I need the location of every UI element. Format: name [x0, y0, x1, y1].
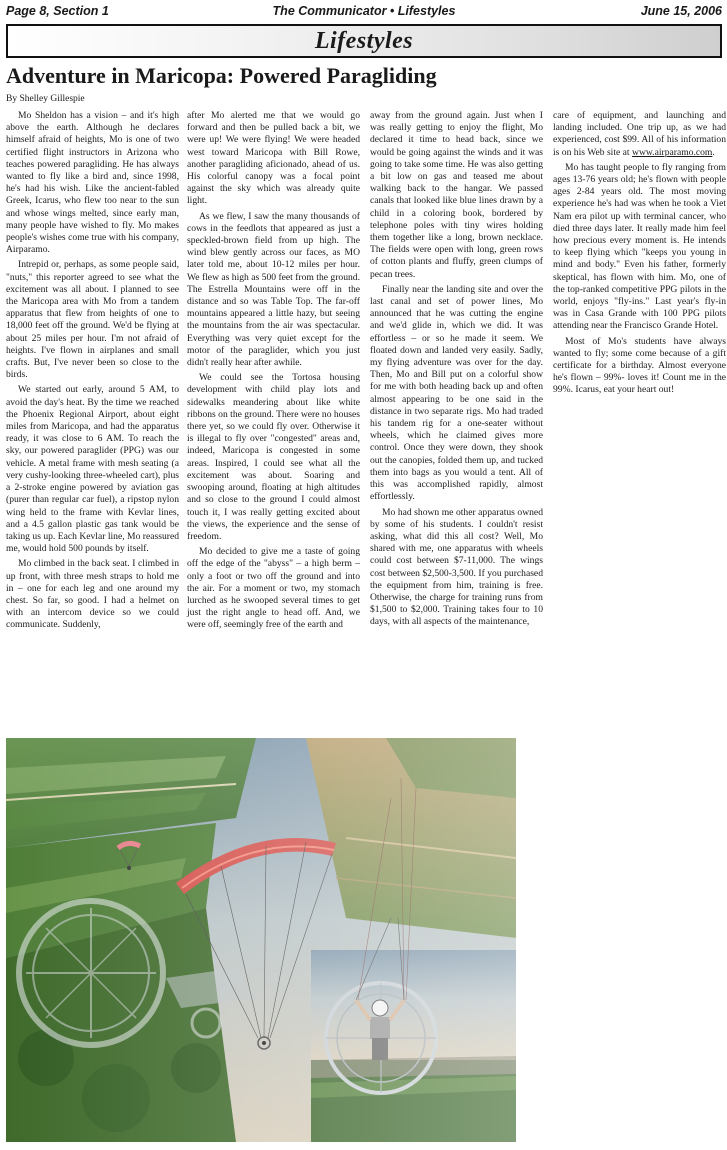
photo-fade-overlay [6, 738, 516, 1142]
article-byline: By Shelley Gillespie [6, 94, 85, 104]
paragraph: care of equipment, and launching and landing included. One trip up, as we had experienced, cost $99. All of his information is on his Web site at www.airparamo.com. [553, 110, 726, 158]
paragraph: Intrepid or, perhaps, as some people said, "nuts," this reporter agreed to see what the excitement was all about. I planned to see the Maricopa area with Mo from a tandem apparatus that flew from heights of one to 18,000 feet off the ground. We'd be flying at about 25 miles per hour. I'm not afraid of heights. I've flown in airplanes and small crafts. But, I've never been so close to the birds. [6, 259, 179, 381]
article-column-1 [6, 110, 179, 740]
article-column-3 [370, 110, 543, 740]
article-headline: Adventure in Maricopa: Powered Paragliding [6, 63, 437, 88]
paragraph: Finally near the landing site and over the last canal and set of power lines, Mo announced that he was cutting the engine and we'd glide in, which we did. It was effortless – or so he made it seem. We floated down and landed very easily. Sadly, my flying adventure was over for the day. Then, Mo and Bill put on a colorful show for me with both heading back up and often almost appearing to be one said in the distance in two separate rigs. Mo had traded his tandem rig for a one-seater without wheels, which he claimed gives more control. Once they were down, they shook out the canopies, folded them up, and tucked them into bags as you would a tent. All of this was accomplished rapidly, almost effortlessly. [370, 283, 543, 503]
issue-date: June 15, 2006 [640, 4, 722, 18]
paragraph: Mo decided to give me a taste of going off the edge of the "abyss" – a high berm – only a foot or two off the ground and into the air. For a moment or two, my stomach lurched as he swooped several times to get just the right angle to head off. And, we were off, seemingly free of the earth and [187, 546, 360, 631]
paragraph-text: care of equipment, and launching and landing included. One trip up, as we had experienced, cost $99. All of his information is on his Web site at [553, 110, 726, 158]
paragraph: Mo had shown me other apparatus owned by some of his students. I couldn't resist asking, what did this all cost? Well, Mo shared with me, one apparatus with wheels could cost between $7-11,000. The wings cost between $2,500-3,500. If you purchased the equipment from him, training is free. Otherwise, the charge for training runs from $1,500 to $2,000. Training takes four to 10 days, with all aspects of the maintenance, [370, 506, 543, 628]
website-link[interactable]: www.airparamo.com [632, 146, 713, 158]
page-section-label: Page 8, Section 1 [6, 4, 109, 18]
section-banner [6, 24, 722, 58]
paragraph: Mo Sheldon has a vision – and it's high above the earth. Although he declares himself afraid of heights, Mo is one of two certified flight instructors in Arizona who teaches powered paragliding. He has always wanted to fly like a bird and, since 1998, he's had his wish. Like the ancient-fabled Greek, Icarus, who flew too near to the sun and whose wings melted, since early man, many people have wished to fly. Mo makes people's wishes come true with his company, Airparamo. [6, 110, 179, 256]
paragraph: As we flew, I saw the many thousands of cows in the feedlots that appeared as just a speckled-brown field from up high. The wind blew gently across our faces, as MO later told me, about 10-12 miles per hour. We flew as high as 500 feet from the ground. The Estrella Mountains were off in the distance and so was Table Top. The far-off mountains appeared a little hazy, but seeing the mountains from the air was spectacular. Everything was very quiet except for the motor of the paraglider, which you just didn't really hear after awhile. [187, 210, 360, 369]
section-banner-title: Lifestyles [314, 28, 414, 54]
paragraph: away from the ground again. Just when I was really getting to enjoy the flight, Mo declared it time to head back, since we would be going against the winds and it was going to take some time. He was also getting a bit low on gas and teased me about walking back to the hangar. We passed canals that looked like blue lines drawn by a child in a coloring book, bordered by telephone poles with tiny wires holding them together like a long, brown necklace. The fields were open with long, green rows of cotton plants and fluffy, green clumps of pecan trees. [370, 110, 543, 280]
article-column-2 [187, 110, 360, 740]
paragraph: We could see the Tortosa housing development with child play lots and sidewalks meandering about like white ribbons on the ground. There were no houses there yet, so we could fly over. Otherwise it is illegal to fly over "congested" areas and, indeed, Maricopa is congested in some areas. Inspired, I could see what all the excitement was about. Soaring and swooping around, floating at high altitudes and so close to the ground I could almost touch it, I was really getting excited about the views, the experience and the sense of freedom. [187, 372, 361, 542]
paragraph: Mo climbed in the back seat. I climbed in up front, with three mesh straps to hold me in – one for each leg and one around my chest. So far, so good. I had a helmet on with an intercom device so we could communicate. Suddenly, [6, 558, 179, 631]
paragraph: Most of Mo's students have always wanted to fly; some come because of a gift certificate for a birthday. Almost everyone he's flown – 99%- loves it! Count me in the 99%. Icarus, eat your heart out! [553, 335, 726, 396]
paragraph: after Mo alerted me that we would go forward and then be pulled back a bit, we were up! We were flying! We were headed west toward Maricopa with Bill Rowe, another paragliding aficionado, ahead of us. His colorful canopy was a focal point against the sky which was already quite light. [187, 110, 360, 207]
paragraph: Mo has taught people to fly ranging from ages 13-76 years old; he's flown with people ages 2-84 years old. The most moving experience he's had was when he took a Viet Nam era pilot up with terminal cancer, who died three days later. It really made him feel how precious every moment is. He intends to keep flying which "keeps you young in mind and body." Even his father, formerly skeptical, has flown with him. Mo, one of the top-ranked competitive PPG pilots in the world, enjoys "fly-ins." Last year's fly-in was in Casa Grande with 100 PPG pilots attending near the Francisco Grande Hotel. [553, 161, 726, 332]
article-column-4 [553, 110, 726, 530]
paragliding-photo-collage [6, 738, 516, 1142]
photo-illustration [6, 738, 516, 1142]
publication-title: The Communicator • Lifestyles [272, 4, 456, 18]
page-header [6, 4, 722, 20]
paragraph: We started out early, around 5 AM, to avoid the day's heat. By the time we reached the Phoenix Regional Airport, about eight miles from Maricopa, and had the apparatus ready, it was close to 6 AM. To reach the sky, our powered paraglider (PPG) was our vehicle. A metal frame with mesh seating (a very cushy-looking three-wheeled cart), plus a 2-stroke engine powered by aviation gas (purer than regular car fuel), a ripstop nylon wing held to the frame with Kevlar lines, and a 4.5 gallon plastic gas tank would be taking us up. Each Kevlar line, Mo reassured me, would hold 500 pounds by itself. [6, 384, 179, 555]
